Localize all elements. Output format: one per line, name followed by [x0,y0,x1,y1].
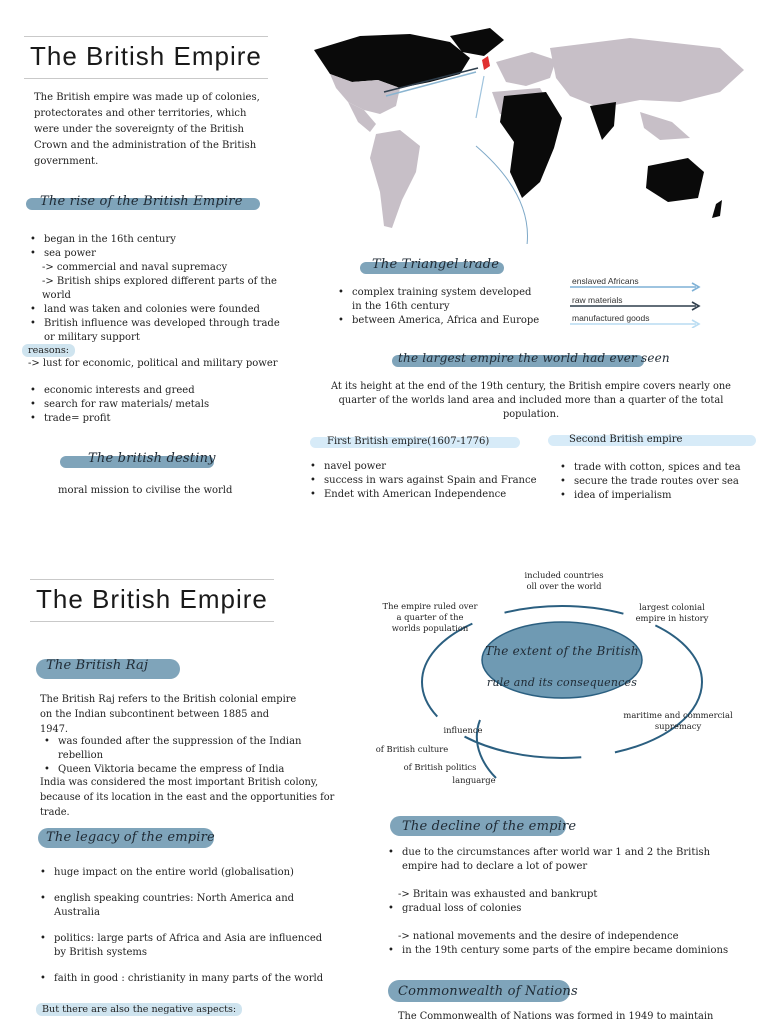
largest-heading: the largest empire the world had ever seen [398,351,670,365]
map-europe [496,52,556,86]
page1-intro: The British empire was made up of colonies, protectorates and other territories, which were under the sovereignty of the British Crown and the administration of the British government. [34,92,260,167]
map-se-asia [640,112,690,140]
raj-outro: India was considered the most important British colony, because of its location in the east and the opportunities for trade. [40,777,335,818]
raj-list [40,735,340,777]
decline-item: • due to the circumstances after world war 1 and 2 the British empire had to declare a lot of power [384,846,740,874]
legacy-item: • huge impact on the entire world (globalisation) [36,866,336,880]
raj-item: • was founded after the suppression of the Indian rebellion [40,735,340,763]
world-map [300,22,764,244]
map-south-america [370,130,420,228]
rise-item: • British influence was developed through trade or military support [26,317,306,345]
legend-label: manufactured goods [572,313,650,323]
legend-raw [572,295,623,305]
second-item: • trade with cotton, spices and tea [556,461,760,475]
extent-right: maritime and commercial supremacy [623,710,733,731]
first-item: • success in wars against Spain and France [306,474,538,488]
rise-item: • sea power [26,247,306,261]
triangle-item: • complex training system developed in the 16th century [334,286,540,314]
second-heading: Second British empire [569,434,683,445]
triangle-heading: The Triangel trade [372,257,500,272]
extent-top-left: The empire ruled over a quarter of the worlds population [382,601,478,633]
destiny-text: moral mission to civilise the world [58,485,233,496]
legend-label: enslaved Africans [572,276,639,286]
extent-language: languarge [452,775,496,785]
extent-center-line1: The extent of the British [485,644,639,658]
extent-top: included countries oll over the world [524,570,604,591]
first-list [306,460,538,502]
page1-title: The British Empire [24,36,268,79]
legacy-list [36,866,336,986]
rise-list [26,233,306,345]
extent-influence: influence [443,725,483,735]
reason-item: • search for raw materials/ metals [26,398,286,412]
map-asia [550,38,744,108]
first-item: • navel power [306,460,538,474]
decline-list [384,846,740,958]
commonwealth-heading: Commonwealth of Nations [398,984,578,999]
triangle-item: • between America, Africa and Europe [334,314,540,328]
destiny-heading: The british destiny [88,451,216,466]
reason-item: • trade= profit [26,412,286,426]
triangle-list [334,286,540,328]
first-heading: First British empire(1607-1776) [327,436,490,447]
map-india [590,102,616,140]
second-list [556,461,760,503]
reasons-list [26,384,286,426]
map-britain [482,56,490,70]
legacy-negative: But there are also the negative aspects: [36,1003,242,1016]
legend-goods [572,313,650,323]
commonwealth-text: The Commonwealth of Nations was formed in 1949 to maintain [398,1011,714,1022]
extent-politics: of British politics [403,762,477,772]
raj-heading: The British Raj [46,658,149,673]
raj-item: • Queen Viktoria became the empress of India [40,763,340,777]
trade-arrow-enslaved [476,76,484,118]
decline-arrow: -> Britain was exhausted and bankrupt [398,889,598,900]
largest-text: At its height at the end of the 19th century, the British empire covers nearly one quarter of the worlds land area and included more than a quarter of the total population. [331,381,731,420]
raj-intro: The British Raj refers to the British colonial empire on the Indian subcontinent between 1885 and 1947. [40,694,297,735]
decline-arrow: -> national movements and the desire of independence [398,931,679,942]
extent-culture: of British culture [375,744,449,754]
extent-center-line2: rule and its consequences [486,676,638,689]
legacy-item: • faith in good : christianity in many parts of the world [36,972,336,986]
legend-label: raw materials [572,295,623,305]
legacy-item: • english speaking countries: North America and Australia [36,892,336,920]
legacy-item: • politics: large parts of Africa and Asia are influenced by British systems [36,932,336,960]
map-australia [646,158,704,202]
decline-item: • in the 19th century some parts of the empire became dominions [384,944,740,958]
reason-item: • economic interests and greed [26,384,286,398]
reasons-line: -> lust for economic, political and military power [28,358,278,369]
legacy-heading: The legacy of the empire [46,830,215,845]
decline-heading: The decline of the empire [402,819,577,834]
decline-item: • gradual loss of colonies [384,902,740,916]
rise-item: -> British ships explored different parts of the world [42,276,277,301]
page2-title: The British Empire [30,579,274,622]
extent-top-right: largest colonial empire in history [635,602,709,623]
second-item: • idea of imperialism [556,489,760,503]
second-item: • secure the trade routes over sea [556,475,760,489]
rise-item: • land was taken and colonies were founded [26,303,306,317]
rise-item: • began in the 16th century [26,233,306,247]
first-item: • Endet with American Independence [306,488,538,502]
rise-item: -> commercial and naval supremacy [42,262,228,273]
rise-heading: The rise of the British Empire [40,194,243,209]
reasons-label: reasons: [22,344,75,357]
map-new-zealand [712,200,722,218]
